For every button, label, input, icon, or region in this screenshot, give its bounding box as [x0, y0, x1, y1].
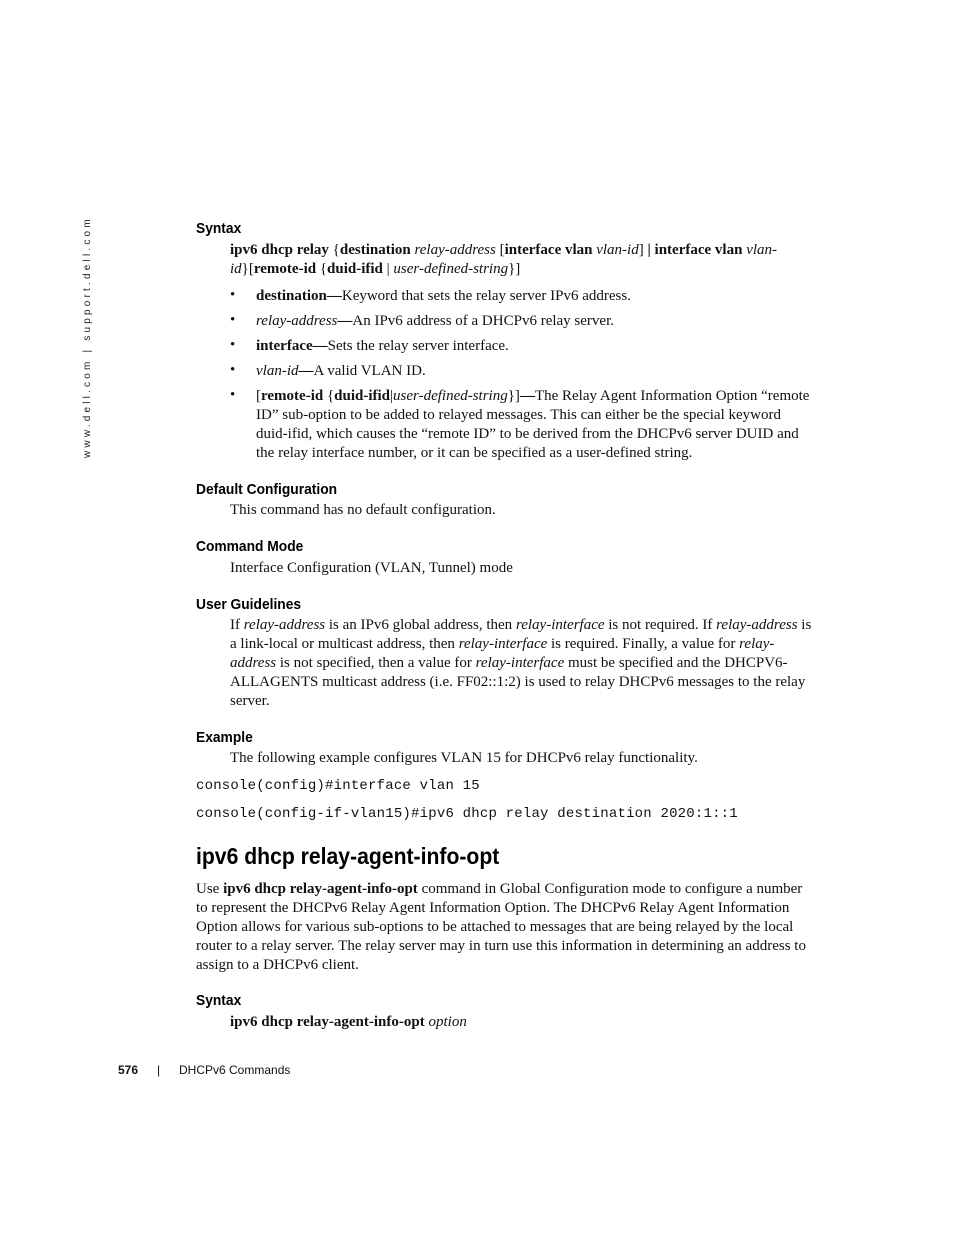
example-heading: Example — [196, 729, 253, 746]
bullet-dot: • — [230, 362, 236, 378]
bullet-dot: • — [230, 387, 236, 403]
bullet-dot: • — [230, 337, 236, 353]
bullet-remote-id: [remote-id {duid-ifid|user-defined-string}]—The Relay Agent Information Option “remote ID” sub-option to be added to relayed messages. This can either be the special keyword duid-ifid, which causes the “remote ID” to be derived from the DHCPv6 server DUID and the relay interface number, or it can be specified as a user-defined string. — [256, 388, 810, 461]
user-guidelines-heading: User Guidelines — [196, 596, 302, 613]
syntax-heading: Syntax — [196, 220, 242, 237]
command-mode-text: Interface Configuration (VLAN, Tunnel) mode — [230, 560, 513, 576]
syntax-heading: Syntax — [196, 992, 242, 1009]
bullet-vlan-id: vlan-id—A valid VLAN ID. — [256, 363, 426, 379]
bullet-dot: • — [230, 287, 236, 303]
command-mode-heading: Command Mode — [196, 538, 304, 555]
page-number: 576 — [118, 1063, 139, 1077]
chapter-title: DHCPv6 Commands — [179, 1063, 291, 1077]
command-intro: Use ipv6 dhcp relay-agent-info-opt command in Global Configuration mode to configure a number to represent the DHCPv6 Relay Agent Information Option. The DHCPv6 Relay Agent Information Option allows for various sub-options to be attached to messages that are being relayed by the local router to a relay server. The relay server may in turn use this information in determining an address to assign to a DHCPv6 client. — [196, 881, 806, 973]
example-text: The following example configures VLAN 15 for DHCPv6 relay functionality. — [230, 750, 698, 766]
side-url: www.dell.com | support.dell.com — [82, 216, 93, 458]
default-config-text: This command has no default configuration. — [230, 502, 496, 518]
bullet-destination: destination—Keyword that sets the relay server IPv6 address. — [256, 288, 631, 304]
syntax-command: ipv6 dhcp relay-agent-info-opt option — [230, 1014, 467, 1030]
footer-separator: | — [157, 1063, 161, 1077]
syntax-command: ipv6 dhcp relay {destination relay-address [interface vlan vlan-id] | interface vlan vlan- id}[remote-id {duid-ifid | user-defined-string}] — [230, 242, 778, 277]
code-line: console(config-if-vlan15)#ipv6 dhcp relay destination 2020:1::1 — [196, 806, 738, 822]
bullet-dot: • — [230, 312, 236, 328]
command-title: ipv6 dhcp relay-agent-info-opt — [196, 843, 500, 869]
default-config-heading: Default Configuration — [196, 481, 338, 498]
code-line: console(config)#interface vlan 15 — [196, 778, 480, 794]
bullet-relay-address: relay-address—An IPv6 address of a DHCPv6 relay server. — [256, 313, 614, 329]
bullet-interface: interface—Sets the relay server interface. — [256, 338, 509, 354]
user-guidelines-text: If relay-address is an IPv6 global address, then relay-interface is not required. If relay-address is a link-local or multicast address, then relay-interface is required. Finally, a value for relay-address is not specified, then a value for relay-interface must be specified and the DHCPV6-ALLAGENTS multicast address (i.e. FF02::1:2) is used to relay DHCPv6 messages to the relay server. — [230, 617, 812, 709]
